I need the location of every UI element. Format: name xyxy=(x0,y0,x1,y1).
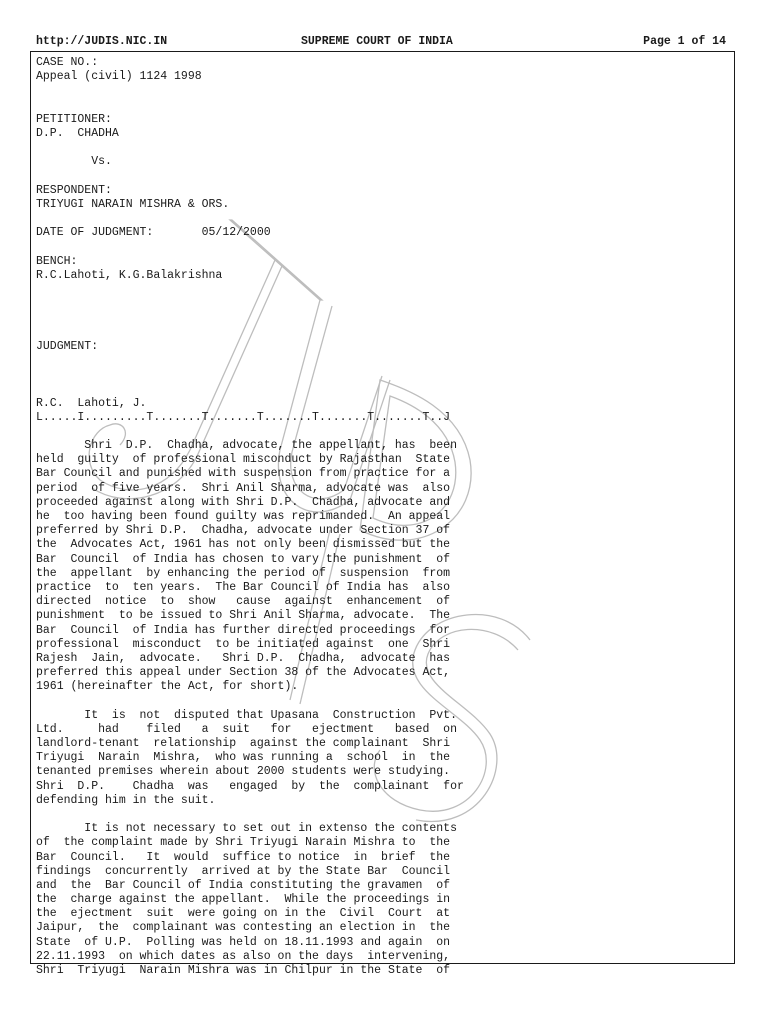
document-line: State of U.P. Polling was held on 18.11.1993 and again on xyxy=(36,935,451,949)
document-line: of the complaint made by Shri Triyugi Narain Mishra to the xyxy=(36,836,451,850)
document-line: the ejectment suit were going on in the Civil Court at xyxy=(36,907,451,921)
document-line xyxy=(36,212,496,226)
document-line: PETITIONER: xyxy=(36,112,112,126)
document-line xyxy=(36,354,496,368)
document-line: proceeded against along with Shri D.P. Chadha, advocate and xyxy=(36,495,451,509)
document-line xyxy=(36,170,496,184)
document-line: held guilty of professional misconduct by Rajasthan State xyxy=(36,453,451,467)
document-line: punishment to be issued to Shri Anil Sharma, advocate. The xyxy=(36,609,451,623)
document-line: JUDGMENT: xyxy=(36,339,99,353)
document-line: tenanted premises wherein about 2000 students were studying. xyxy=(36,765,451,779)
document-line xyxy=(36,808,496,822)
document-line: TRIYUGI NARAIN MISHRA & ORS. xyxy=(36,197,230,211)
document-line: Jaipur, the complainant was contesting an election in the xyxy=(36,921,451,935)
document-line: Rajesh Jain, advocate. Shri D.P. Chadha, advocate has xyxy=(36,651,451,665)
page-header xyxy=(36,34,726,50)
document-line: BENCH: xyxy=(36,254,78,268)
document-line: Bar Council. It would suffice to notice in brief the xyxy=(36,850,451,864)
document-line: L.....I.........T.......T.......T.......T.......T.......T..J xyxy=(36,410,451,424)
document-line xyxy=(36,297,496,311)
document-line: Triyugi Narain Mishra, who was running a school in the xyxy=(36,751,451,765)
document-line xyxy=(36,283,496,297)
document-line: professional misconduct to be initiated against one Shri xyxy=(36,637,451,651)
document-line: directed notice to show cause against enhancement of xyxy=(36,595,451,609)
document-line: 1961 (hereinafter the Act, for short). xyxy=(36,680,299,694)
document-line: findings concurrently arrived at by the State Bar Council xyxy=(36,864,451,878)
document-line: he too having been found guilty was reprimanded. An appeal xyxy=(36,510,451,523)
judgment-text xyxy=(36,56,496,978)
document-line xyxy=(36,240,496,254)
document-line: practice to ten years. The Bar Council of India has also xyxy=(36,580,451,594)
document-line xyxy=(36,311,496,325)
document-line: D.P. CHADHA xyxy=(36,126,119,140)
document-line: 22.11.1993 on which dates as also on the days intervening, xyxy=(36,949,451,963)
document-line: RESPONDENT: xyxy=(36,183,112,197)
document-line: Bar Council and punished with suspension from practice for a xyxy=(36,467,451,481)
document-line: Shri D.P. Chadha was engaged by the complainant for xyxy=(36,779,464,793)
document-line: It is not necessary to set out in extenso the contents xyxy=(36,822,457,836)
document-line: landlord-tenant relationship against the complainant Shri xyxy=(36,737,451,750)
document-line xyxy=(36,694,496,708)
source-url[interactable]: http://JUDIS.NIC.IN xyxy=(36,35,168,48)
document-line xyxy=(36,326,496,340)
document-line: the charge against the appellant. While the proceedings in xyxy=(36,893,451,907)
document-line: Bar Council of India has further directed proceedings for xyxy=(36,623,451,637)
document-line: CASE NO.: xyxy=(36,56,99,69)
document-line: defending him in the suit. xyxy=(36,793,216,807)
document-line xyxy=(36,99,496,113)
document-line: period of five years. Shri Anil Sharma, advocate was also xyxy=(36,481,451,495)
document-line: DATE OF JUDGMENT: 05/12/2000 xyxy=(36,226,271,240)
document-line xyxy=(36,382,496,396)
document-line: preferred by Shri D.P. Chadha, advocate under Section 37 of xyxy=(36,524,451,538)
document-line: Appeal (civil) 1124 1998 xyxy=(36,70,202,84)
document-line: preferred this appeal under Section 38 of the Advocates Act, xyxy=(36,666,451,680)
document-line: Shri Triyugi Narain Mishra was in Chilpur in the State of xyxy=(36,964,451,977)
document-line xyxy=(36,141,496,155)
document-line: Ltd. had filed a suit for ejectment based on xyxy=(36,722,457,736)
document-line: Shri D.P. Chadha, advocate, the appellant, has been xyxy=(36,439,457,453)
document-line: It is not disputed that Upasana Construction Pvt. xyxy=(36,708,457,722)
document-line: and the Bar Council of India constituting the gravamen of xyxy=(36,878,451,892)
document-line xyxy=(36,84,496,98)
court-name: SUPREME COURT OF INDIA xyxy=(301,35,453,48)
document-line xyxy=(36,368,496,382)
document-line xyxy=(36,425,496,439)
document-line: the Advocates Act, 1961 has not only been dismissed but the xyxy=(36,538,451,552)
document-line: R.C.Lahoti, K.G.Balakrishna xyxy=(36,268,223,282)
document-line: Bar Council of India has chosen to vary the punishment of xyxy=(36,552,451,566)
document-line: Vs. xyxy=(36,155,112,169)
page-indicator: Page 1 of 14 xyxy=(643,35,726,48)
document-line: R.C. Lahoti, J. xyxy=(36,396,147,410)
document-line: the appellant by enhancing the period of suspension from xyxy=(36,566,451,580)
